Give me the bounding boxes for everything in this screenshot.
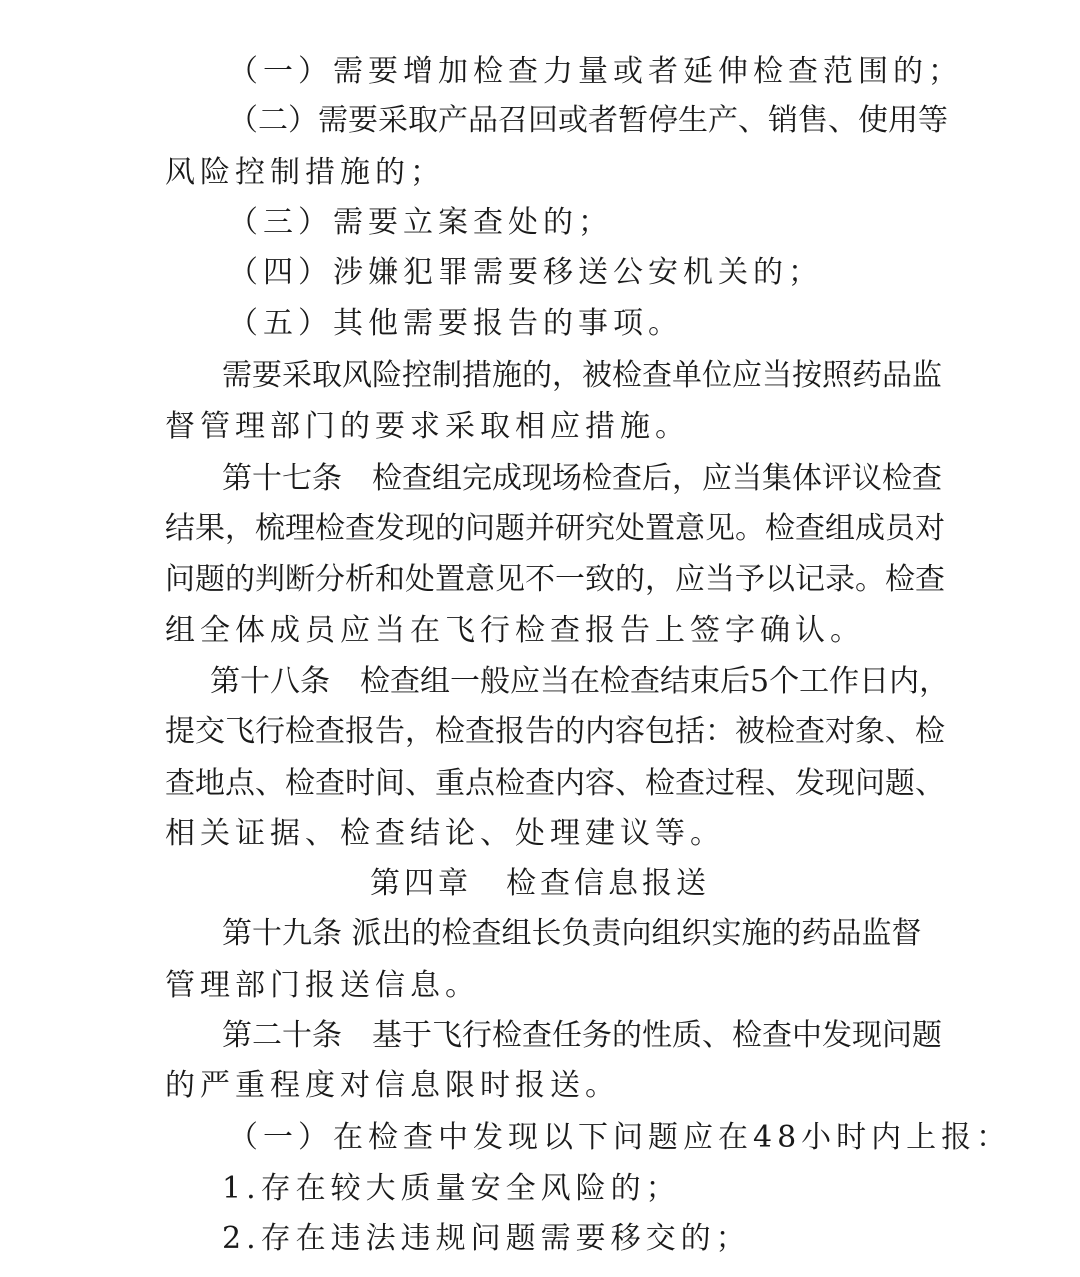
text-line: 风险控制措施的；: [165, 155, 445, 190]
text-line: （二）需要采取产品召回或者暂停生产、销售、使用等: [228, 103, 948, 138]
text-line: （三）需要立案查处的；: [228, 205, 613, 240]
text-line: 2.存在违法违规问题需要移交的；: [222, 1221, 751, 1256]
text-line: 的严重程度对信息限时报送。: [165, 1068, 620, 1103]
text-line: 第十八条 检查组一般应当在检查结束后5个工作日内，: [210, 664, 950, 699]
text-line: 1.存在较大质量安全风险的；: [222, 1171, 681, 1206]
text-line: 第十七条 检查组完成现场检查后，应当集体评议检查: [222, 461, 942, 496]
text-line: 需要采取风险控制措施的，被检查单位应当按照药品监: [222, 358, 942, 393]
text-line: 查地点、检查时间、重点检查内容、检查过程、发现问题、: [165, 766, 945, 801]
text-line: 提交飞行检查报告，检查报告的内容包括：被检查对象、检: [165, 714, 945, 749]
text-line: 督管理部门的要求采取相应措施。: [165, 409, 690, 444]
text-line: 管理部门报送信息。: [165, 968, 480, 1003]
text-line: （一）在检查中发现以下问题应在48小时内上报：: [228, 1120, 1012, 1155]
text-line: 相关证据、检查结论、处理建议等。: [165, 816, 725, 851]
text-line: 结果，梳理检查发现的问题并研究处置意见。检查组成员对: [165, 511, 945, 546]
text-line: 第十九条 派出的检查组长负责向组织实施的药品监督: [222, 916, 922, 951]
text-line: （五）其他需要报告的事项。: [228, 306, 683, 341]
text-line: 组全体成员应当在飞行检查报告上签字确认。: [165, 613, 865, 648]
text-line: 第二十条 基于飞行检查任务的性质、检查中发现问题: [222, 1018, 942, 1053]
chapter-heading: 第四章 检查信息报送: [370, 866, 710, 901]
text-line: （一）需要增加检查力量或者延伸检查范围的；: [228, 54, 963, 89]
text-line: 问题的判断分析和处置意见不一致的，应当予以记录。检查: [165, 562, 945, 597]
text-line: （四）涉嫌犯罪需要移送公安机关的；: [228, 255, 823, 290]
